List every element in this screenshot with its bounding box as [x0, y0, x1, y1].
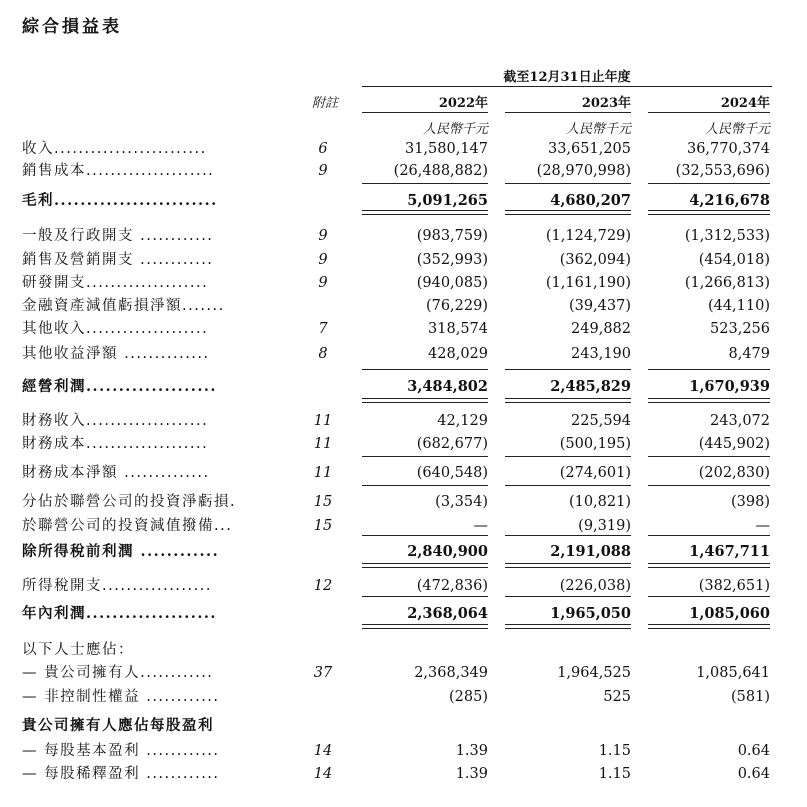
- row-value-2022: 1.39: [455, 743, 488, 759]
- row-value-2022: (682,677): [416, 436, 488, 452]
- column-rule: [362, 402, 488, 403]
- table-row: [0, 515, 807, 537]
- row-value-2024: (1,312,533): [684, 228, 770, 244]
- row-label: 毛利.........................: [22, 192, 218, 209]
- table-row: [0, 686, 807, 708]
- row-value-2024: (581): [731, 689, 770, 705]
- row-note: 7: [318, 321, 328, 337]
- row-value-2024: 0.64: [737, 743, 770, 759]
- column-rule: [648, 596, 770, 597]
- row-value-2023: (9,319): [578, 518, 631, 534]
- column-rule: [505, 398, 631, 399]
- row-note: 14: [313, 766, 333, 782]
- column-rule: [362, 456, 488, 457]
- row-value-2024: 0.64: [737, 766, 770, 782]
- row-label: 其他收入....................: [22, 321, 209, 337]
- row-note: 15: [313, 518, 333, 534]
- row-value-2022: (472,836): [416, 578, 488, 594]
- row-value-2022: 42,129: [437, 413, 488, 429]
- row-label: 收入.........................: [22, 141, 207, 157]
- row-value-2022: 2,840,900: [407, 543, 488, 560]
- row-value-2023: 1,964,525: [557, 665, 631, 681]
- column-rule: [362, 398, 488, 399]
- row-value-2022: (352,993): [416, 252, 488, 268]
- column-rule: [648, 628, 770, 629]
- row-note: 9: [318, 275, 328, 291]
- column-rule: [648, 535, 770, 536]
- column-rule: [505, 456, 631, 457]
- column-rule: [362, 624, 488, 625]
- row-label: 以下人士應佔：: [22, 642, 134, 658]
- row-label: 經營利潤....................: [22, 378, 217, 395]
- column-rule: [362, 210, 488, 211]
- row-value-2022: (3,354): [435, 494, 488, 510]
- table-row: [0, 575, 807, 597]
- row-value-2023: 225,594: [571, 413, 631, 429]
- row-value-2024: 8,479: [728, 346, 770, 362]
- unit-label: 人民幣千元: [704, 122, 770, 137]
- row-value-2024: —: [755, 518, 770, 534]
- table-row: [0, 603, 807, 625]
- year-header-underline: [505, 112, 631, 113]
- row-value-2022: 428,029: [428, 346, 488, 362]
- column-rule: [648, 567, 770, 568]
- row-value-2023: (362,094): [559, 252, 631, 268]
- year-header-2024: 2024年: [720, 96, 770, 111]
- row-value-2022: (640,548): [416, 465, 488, 481]
- column-rule: [648, 563, 770, 564]
- row-value-2023: 4,680,207: [550, 192, 631, 209]
- row-value-2024: (44,110): [707, 298, 770, 314]
- row-note: 11: [313, 465, 333, 481]
- table-row: [0, 462, 807, 484]
- row-value-2024: (454,018): [698, 252, 770, 268]
- year-header-2023: 2023年: [581, 96, 631, 111]
- column-rule: [505, 402, 631, 403]
- row-value-2022: (940,085): [416, 275, 488, 291]
- year-header-2022: 2022年: [438, 96, 488, 111]
- row-value-2023: (500,195): [559, 436, 631, 452]
- row-label: 銷售及營銷開支 ............: [22, 252, 214, 268]
- table-row: [0, 138, 807, 160]
- row-value-2023: (1,124,729): [545, 228, 631, 244]
- row-note: 14: [313, 743, 333, 759]
- row-label: 一般及行政開支 ............: [22, 228, 214, 244]
- column-rule: [648, 402, 770, 403]
- row-label: — 非控制性權益 ............: [22, 689, 220, 705]
- row-value-2022: 318,574: [428, 321, 488, 337]
- row-value-2024: (1,266,813): [684, 275, 770, 291]
- column-rule: [505, 624, 631, 625]
- table-row: [0, 639, 807, 661]
- row-value-2022: 2,368,349: [414, 665, 488, 681]
- column-rule: [505, 535, 631, 536]
- row-label: 年內利潤....................: [22, 605, 217, 622]
- column-rule: [505, 214, 631, 215]
- column-rule: [648, 398, 770, 399]
- table-row: [0, 160, 807, 182]
- row-value-2023: 2,191,088: [550, 543, 631, 560]
- column-rule: [648, 214, 770, 215]
- column-rule: [648, 485, 770, 486]
- row-label: 財務成本淨額 ..............: [22, 465, 210, 481]
- row-value-2023: 1.15: [598, 766, 631, 782]
- column-rule: [505, 210, 631, 211]
- row-value-2023: (39,437): [568, 298, 631, 314]
- column-rule: [505, 485, 631, 486]
- row-value-2024: 523,256: [710, 321, 770, 337]
- period-header-underline: [362, 86, 772, 87]
- row-label: 所得稅開支..................: [22, 578, 212, 594]
- row-value-2023: 1,965,050: [550, 605, 631, 622]
- row-value-2023: 33,651,205: [547, 141, 631, 157]
- row-value-2024: 1,085,641: [696, 665, 770, 681]
- table-row: [0, 491, 807, 513]
- row-value-2024: 1,085,060: [689, 605, 770, 622]
- row-value-2022: (983,759): [416, 228, 488, 244]
- row-note: 9: [318, 228, 328, 244]
- table-row: [0, 740, 807, 762]
- row-label: 於聯營公司的投資減值撥備...: [22, 518, 233, 534]
- row-note: 12: [313, 578, 333, 594]
- table-row: [0, 715, 807, 737]
- column-rule: [648, 624, 770, 625]
- row-label: — 每股稀釋盈利 ............: [22, 766, 220, 782]
- row-note: 9: [318, 252, 328, 268]
- column-rule: [362, 183, 488, 184]
- row-label: 除所得稅前利潤 ............: [22, 543, 220, 560]
- table-row: [0, 272, 807, 294]
- row-label: — 每股基本盈利 ............: [22, 743, 220, 759]
- row-value-2023: 249,882: [571, 321, 631, 337]
- row-value-2023: (28,970,998): [536, 163, 631, 179]
- row-value-2022: —: [473, 518, 488, 534]
- column-rule: [648, 183, 770, 184]
- column-rule: [648, 210, 770, 211]
- row-value-2024: (32,553,696): [675, 163, 770, 179]
- row-value-2022: 5,091,265: [407, 192, 488, 209]
- table-row: [0, 763, 807, 785]
- table-row: [0, 410, 807, 432]
- row-value-2023: 525: [603, 689, 631, 705]
- row-value-2022: 31,580,147: [404, 141, 488, 157]
- statement-title: 綜合損益表: [22, 17, 122, 37]
- row-value-2024: (398): [731, 494, 770, 510]
- row-label: 分佔於聯營公司的投資淨虧損.: [22, 494, 237, 510]
- table-row: [0, 225, 807, 247]
- row-value-2024: 1,670,939: [689, 378, 770, 395]
- column-rule: [505, 596, 631, 597]
- table-row: [0, 249, 807, 271]
- column-rule: [362, 596, 488, 597]
- table-row: [0, 318, 807, 340]
- row-value-2024: 4,216,678: [689, 192, 770, 209]
- column-rule: [362, 563, 488, 564]
- unit-label: 人民幣千元: [565, 122, 631, 137]
- row-value-2022: (285): [449, 689, 488, 705]
- row-value-2024: (445,902): [698, 436, 770, 452]
- column-rule: [505, 183, 631, 184]
- row-value-2022: (26,488,882): [393, 163, 488, 179]
- row-note: 9: [318, 163, 328, 179]
- table-row: [0, 190, 807, 212]
- column-rule: [505, 369, 631, 370]
- column-rule: [505, 567, 631, 568]
- table-row: [0, 376, 807, 398]
- row-label: 財務成本....................: [22, 436, 209, 452]
- row-label: 財務收入....................: [22, 413, 209, 429]
- row-value-2023: (1,161,190): [545, 275, 631, 291]
- column-rule: [362, 535, 488, 536]
- column-rule: [505, 563, 631, 564]
- row-value-2023: (274,601): [559, 465, 631, 481]
- column-rule: [362, 628, 488, 629]
- column-rule: [648, 369, 770, 370]
- row-value-2022: 2,368,064: [407, 605, 488, 622]
- year-header-underline: [648, 112, 770, 113]
- row-label: 其他收益淨額 ..............: [22, 346, 210, 362]
- row-label: 貴公司擁有人應佔每股盈利: [22, 717, 214, 734]
- note-column-header: 附註: [311, 96, 338, 111]
- column-rule: [362, 567, 488, 568]
- row-value-2023: 243,190: [571, 346, 631, 362]
- row-value-2024: (202,830): [698, 465, 770, 481]
- table-row: [0, 343, 807, 365]
- row-note: 11: [313, 436, 333, 452]
- row-value-2022: (76,229): [425, 298, 488, 314]
- row-value-2022: 1.39: [455, 766, 488, 782]
- row-value-2024: (382,651): [698, 578, 770, 594]
- column-rule: [362, 214, 488, 215]
- table-row: [0, 295, 807, 317]
- column-rule: [505, 628, 631, 629]
- table-row: [0, 433, 807, 455]
- row-label: 研發開支....................: [22, 275, 209, 291]
- row-value-2023: (226,038): [559, 578, 631, 594]
- column-rule: [648, 456, 770, 457]
- year-header-underline: [362, 112, 488, 113]
- row-note: 6: [318, 141, 328, 157]
- unit-label: 人民幣千元: [422, 122, 488, 137]
- row-note: 8: [318, 346, 328, 362]
- table-row: [0, 662, 807, 684]
- row-value-2022: 3,484,802: [407, 378, 488, 395]
- row-value-2024: 1,467,711: [689, 543, 770, 560]
- row-label: 金融資產減值虧損淨額.......: [22, 298, 225, 314]
- row-label: — 貴公司擁有人............: [22, 665, 214, 681]
- column-rule: [362, 369, 488, 370]
- table-row: [0, 541, 807, 563]
- row-value-2024: 36,770,374: [686, 141, 770, 157]
- row-note: 11: [313, 413, 333, 429]
- row-note: 37: [313, 665, 333, 681]
- row-value-2023: 1.15: [598, 743, 631, 759]
- row-value-2023: 2,485,829: [550, 378, 631, 395]
- row-value-2023: (10,821): [568, 494, 631, 510]
- column-rule: [362, 485, 488, 486]
- row-value-2024: 243,072: [710, 413, 770, 429]
- row-label: 銷售成本.....................: [22, 163, 215, 179]
- row-note: 15: [313, 494, 333, 510]
- period-header: 截至12月31日止年度: [503, 70, 631, 85]
